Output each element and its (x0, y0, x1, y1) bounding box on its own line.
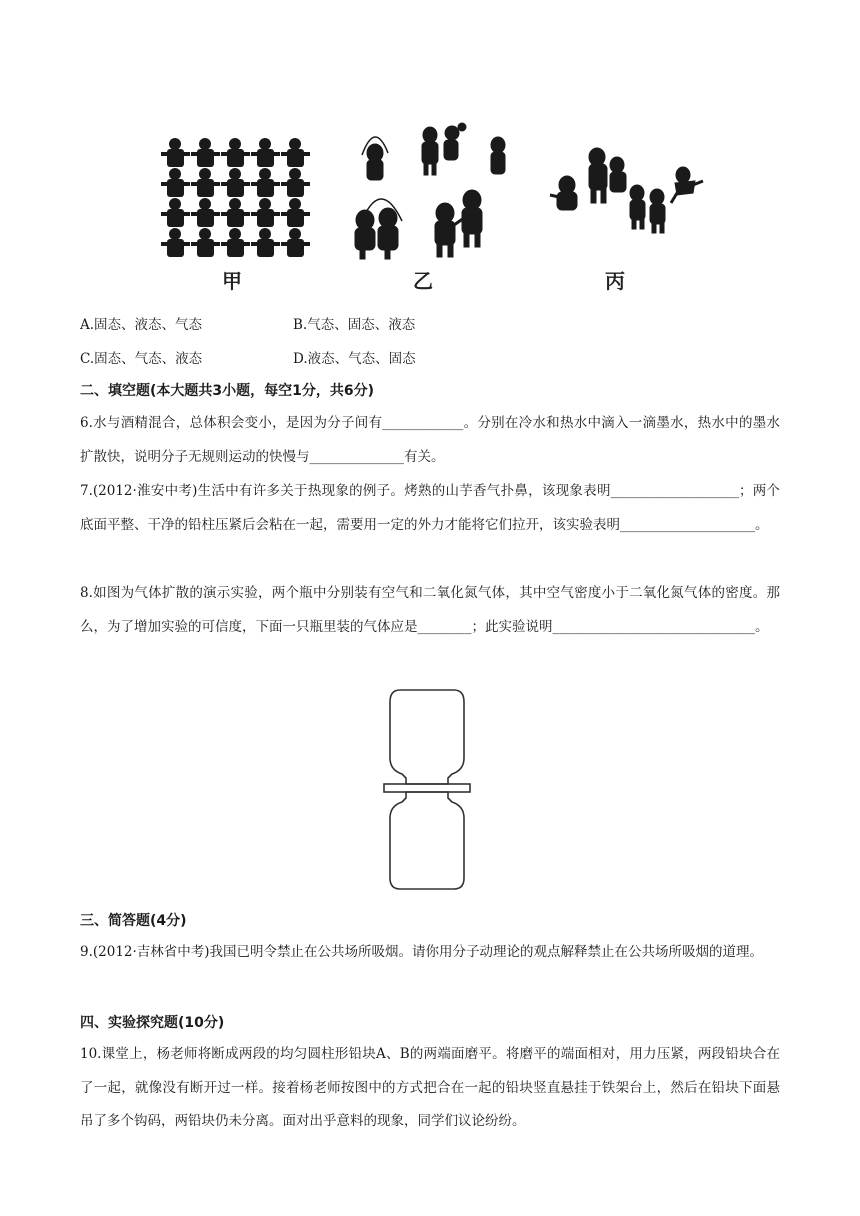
option-a: A.固态、液态、气态 (80, 317, 203, 333)
figure-label-yi: 乙 (413, 269, 433, 293)
gas-diffusion-bottles-diagram (382, 686, 472, 894)
lower-bottle (390, 792, 464, 889)
option-d: D.液态、气态、固态 (293, 351, 416, 367)
liquid-state-children-illustration (340, 115, 520, 265)
section-heading-fill-in: 二、填空题(本大题共3小题，每空1分，共6分) (80, 383, 375, 399)
question-10: 10.课堂上，杨老师将断成两段的均匀圆柱形铅块A、B的两端面磨平。将磨平的端面相对，用力压紧，两段铅块合在了一起，就像没有断开过一样。接着杨老师按图中的方式把合在一起的铅块竖直悬挂于铁架台上，然后在铅块下面悬吊了多个钩码，两铅块仍未分离。面对出乎意料的现象，同学们议论纷纷。 (80, 1046, 780, 1129)
section-heading-short-answer: 三、简答题(4分) (80, 913, 187, 929)
option-c: C.固态、气态、液态 (80, 351, 203, 367)
gas-state-children-illustration (545, 145, 705, 245)
question-7: 7.(2012·淮安中考)生活中有许多关于热现象的例子。烤熟的山芋香气扑鼻，该现象表明___________________；两个底面平整、干净的铅柱压紧后会粘在一起，需要用一定的外力才能将它们拉开，该实验表明____________________。 (80, 483, 780, 533)
option-b: B.气态、固态、液态 (293, 317, 416, 333)
figure-label-jia: 甲 (222, 269, 242, 293)
states-of-matter-figure (0, 105, 860, 300)
separator-plate (384, 784, 470, 792)
solid-state-children-illustration (155, 130, 315, 260)
section-heading-experiment: 四、实验探究题(10分) (80, 1015, 225, 1031)
question-8: 8.如图为气体扩散的演示实验，两个瓶中分别装有空气和二氧化氮气体，其中空气密度小于二氧化氮气体的密度。那么，为了增加实验的可信度，下面一只瓶里装的气体应是________；此实验说明______________________________。 (80, 585, 780, 635)
upper-bottle (390, 690, 464, 784)
figure-label-bing: 丙 (605, 269, 625, 293)
question-9: 9.(2012·吉林省中考)我国已明令禁止在公共场所吸烟。请你用分子动理论的观点解释禁止在公共场所吸烟的道理。 (80, 944, 764, 960)
question-6: 6.水与酒精混合，总体积会变小，是因为分子间有____________。分别在冷水和热水中滴入一滴墨水，热水中的墨水扩散快，说明分子无规则运动的快慢与______________有关。 (80, 415, 780, 465)
